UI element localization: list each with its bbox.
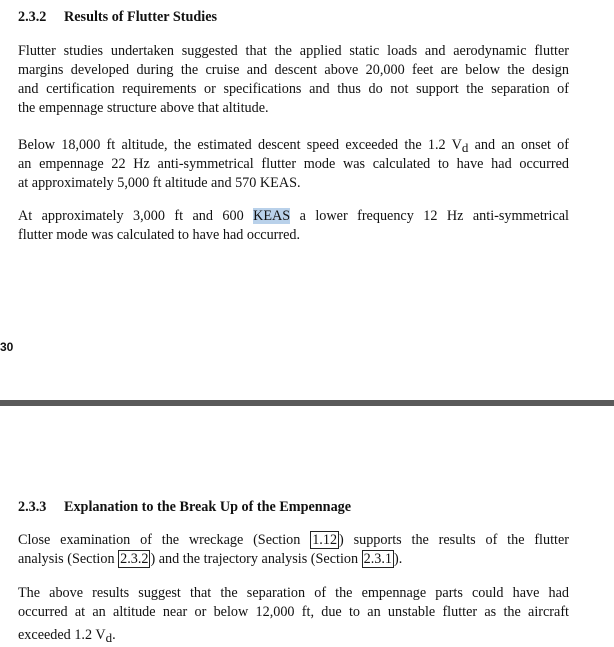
cross-reference-link-2-3-1[interactable]: 2.3.1 [363,551,393,567]
text-line: analysis (Section 2.3.2 ) and the trajectory analysis (Section 2.3.1 ). [18,551,403,567]
cross-reference-link-1-12[interactable]: 1.12 [312,532,338,548]
paragraph-flutter-studies [18,42,569,118]
cross-reference-link-2-3-2[interactable]: 2.3.2 [120,551,149,567]
paragraph-wreckage-examination [18,531,569,569]
text-line: an empennage 22 Hz anti-symmetrical flutter mode was calculated to have had occurred [18,156,569,172]
paragraph-descent-speed [18,135,569,193]
paragraph-lower-frequency [18,207,569,245]
section-title: Explanation to the Break Up of the Empennage [64,499,352,515]
text-line: exceeded 1.2 Vd. [18,627,116,645]
text-line: at approximately 5,000 ft altitude and 570 KEAS. [18,175,301,191]
text-line: Close examination of the wreckage (Section 1.12 ) supports the results of the flutter [18,532,569,548]
text-line: occurred at an altitude near or below 12,000 ft, due to an unstable flutter as the aircraft [18,604,569,620]
text-line: Flutter studies undertaken suggested that the applied static loads and aerodynamic flutter [18,43,569,59]
paragraph-separation-conclusion [18,584,569,645]
section-heading-2-3-2 [18,9,217,26]
text-line: the empennage structure above that altitude. [18,100,269,116]
text-line: Below 18,000 ft altitude, the estimated descent speed exceeded the 1.2 Vd and an onset of [18,137,569,155]
document-page-bottom [0,406,614,647]
text-line: At approximately 3,000 ft and 600 KEAS a lower frequency 12 Hz anti-symmetrical [18,208,569,224]
text-line: margins developed during the cruise and descent above 20,000 feet are below the design [18,62,569,78]
subscript-d: d [105,630,113,645]
section-heading-2-3-3 [18,499,351,516]
text-line: The above results suggest that the separation of the empennage parts could have had [18,585,569,601]
text-line: flutter mode was calculated to have had occurred. [18,227,301,243]
margin-page-number: 30 [0,340,14,354]
text-line: and certification requirements or specifications and thus do not support the separation of [18,81,569,97]
section-title: Results of Flutter Studies [64,9,218,25]
subscript-d: d [461,140,469,155]
section-number: 2.3.3 [18,499,47,515]
section-number: 2.3.2 [18,9,47,25]
highlighted-text-selection[interactable]: KEAS [253,208,291,224]
